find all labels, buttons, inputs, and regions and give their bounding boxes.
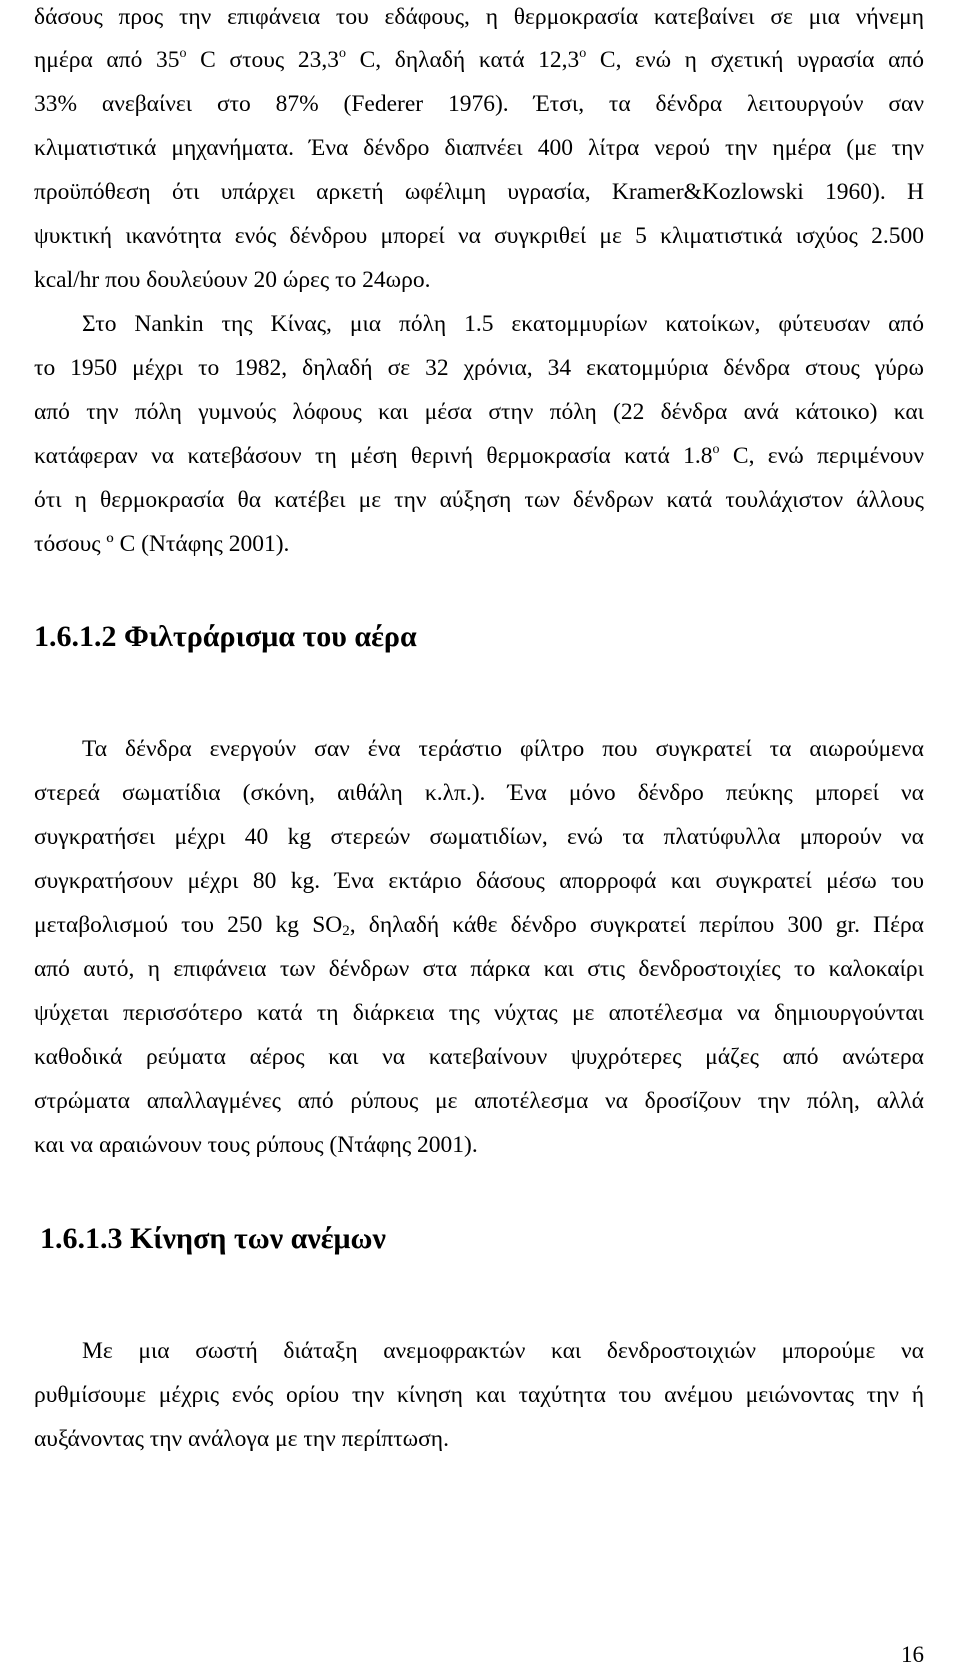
paragraph-4-line-3: αυξάνοντας την ανάλογα με την περίπτωση. — [34, 1426, 449, 1452]
paragraph-1-line-1: δάσους προς την επιφάνεια του εδάφους, η θερμοκρασία κατεβαίνει σε μια νήνεμη — [34, 4, 924, 30]
paragraph-3-line-9: στρώματα απαλλαγμένες από ρύπους με αποτέλεσμα να δροσίζουν την πόλη, αλλά — [34, 1088, 924, 1114]
paragraph-2-line-4: κατάφεραν να κατεβάσουν τη μέση θερινή θερμοκρασία κατά 1.8$^o$ C, ενώ περιμένουν — [34, 442, 925, 469]
paragraph-2-line-1: Στο Nankin της Κίνας, μια πόλη 1.5 εκατομμυρίων κατοίκων, φύτευσαν από — [82, 311, 924, 337]
section-heading-1-6-1-3: 1.6.1.3 Κίνηση των ανέμων — [40, 1222, 386, 1255]
paragraph-3-line-2: στερεά σωματίδια (σκόνη, αιθάλη κ.λπ.). Ένα μόνο δένδρο πεύκης μπορεί να — [34, 780, 924, 806]
paragraph-4-line-1: Με μια σωστή διάταξη ανεμοφρακτών και δενδροστοιχιών μπορούμε να — [82, 1338, 924, 1364]
paragraph-1-line-7: kcal/hr που δουλεύουν 20 ώρες το 24ωρο. — [34, 267, 431, 293]
paragraph-3-line-8: καθοδικά ρεύματα αέρος και να κατεβαίνουν ψυχρότερες μάζες από ανώτερα — [34, 1044, 924, 1070]
paragraph-2-line-3: από την πόλη γυμνούς λόφους και μέσα στην πόλη (22 δένδρα ανά κάτοικο) και — [34, 399, 924, 425]
paragraph-3-line-6: από αυτό, η επιφάνεια των δένδρων στα πάρκα και στις δενδροστοιχίες το καλοκαίρι — [34, 956, 924, 982]
paragraph-2-line-6: τόσους º C (Ντάφης 2001). — [34, 531, 290, 557]
paragraph-1-line-5: προϋπόθεση ότι υπάρχει αρκετή ωφέλιμη υγρασία, Kramer&Kozlowski 1960). Η — [34, 179, 924, 205]
paragraph-2-line-5: ότι η θερμοκρασία θα κατέβει με την αύξηση των δένδρων κατά τουλάχιστον άλλους — [34, 487, 924, 513]
paragraph-1-line-6: ψυκτική ικανότητα ενός δένδρου μπορεί να συγκριθεί με 5 κλιματιστικά ισχύος 2.500 — [34, 223, 924, 249]
paragraph-2-line-2: το 1950 μέχρι το 1982, δηλαδή σε 32 χρόνια, 34 εκατομμύρια δένδρα στους γύρω — [34, 355, 924, 381]
paragraph-3-line-3: συγκρατήσει μέχρι 40 kg στερεών σωματιδίων, ενώ τα πλατύφυλλα μπορούν να — [34, 824, 924, 850]
paragraph-3-line-5: μεταβολισμού του 250 kg $SO_2$, δηλαδή κάθε δένδρο συγκρατεί περίπου 300 gr. Πέρα — [34, 912, 924, 939]
paragraph-1-line-3: 33% ανεβαίνει στο 87% (Federer 1976). Έτσι, τα δένδρα λειτουργούν σαν — [34, 91, 924, 117]
page-number: 16 — [901, 1642, 924, 1667]
paragraph-3-line-7: ψύχεται περισσότερο κατά τη διάρκεια της νύχτας με αποτέλεσμα να δημιουργούνται — [34, 1000, 924, 1026]
paragraph-3-line-1: Τα δένδρα ενεργούν σαν ένα τεράστιο φίλτρο που συγκρατεί τα αιωρούμενα — [82, 736, 924, 762]
paragraph-3-line-10: και να αραιώνουν τους ρύπους (Ντάφης 2001). — [34, 1132, 478, 1158]
paragraph-4-line-2: ρυθμίσουμε μέχρις ενός ορίου την κίνηση και ταχύτητα του ανέμου μειώνοντας την ή — [34, 1382, 924, 1408]
section-heading-1-6-1-2: 1.6.1.2 Φιλτράρισμα του αέρα — [34, 620, 417, 653]
paragraph-1-line-2: ημέρα από 35$^o$ C στους 23,3$^o$ C, δηλαδή κατά 12,3$^o$ C, ενώ η σχετική υγρασία από — [34, 46, 925, 73]
paragraph-3-line-4: συγκρατήσουν μέχρι 80 kg. Ένα εκτάριο δάσους απορροφά και συγκρατεί μέσω του — [34, 868, 924, 894]
paragraph-1-line-4: κλιματιστικά μηχανήματα. Ένα δένδρο διαπνέει 400 λίτρα νερού την ημέρα (με την — [34, 135, 924, 161]
